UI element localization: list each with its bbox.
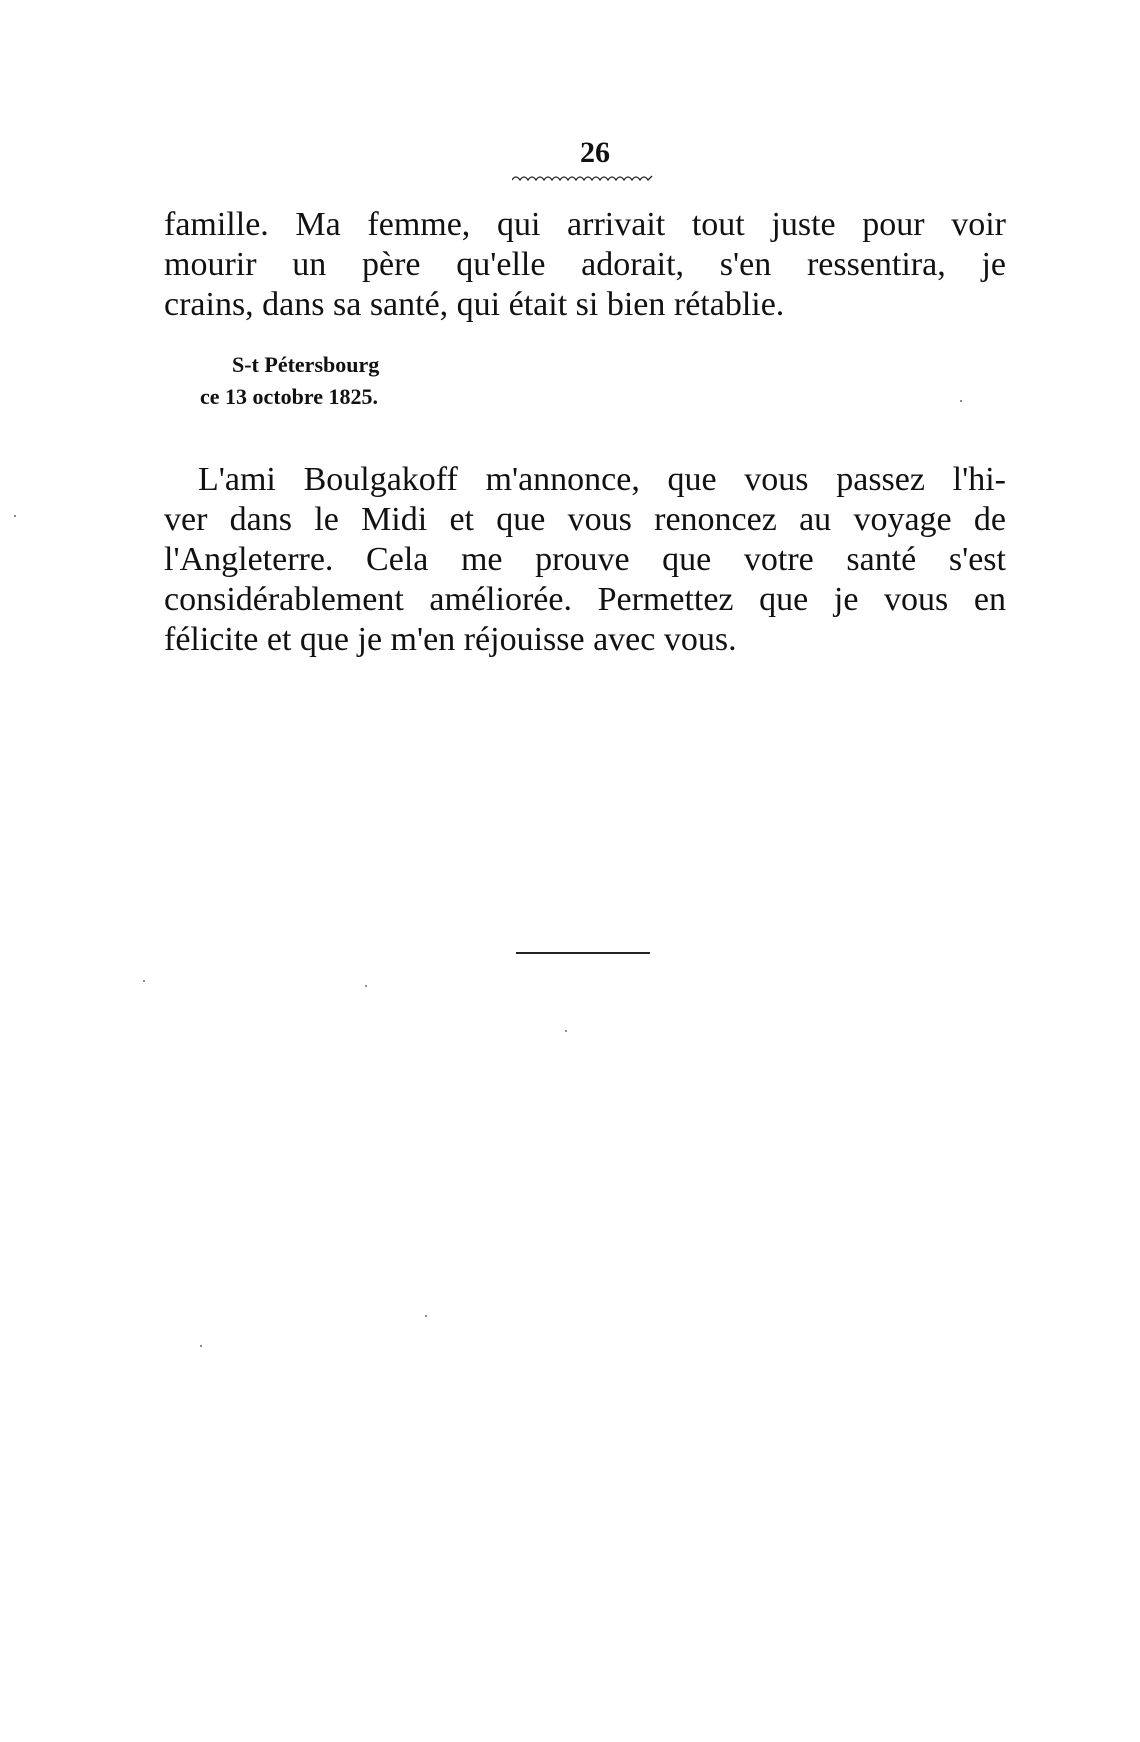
paragraph-line: félicite et que je m'en réjouisse avec vous.	[164, 621, 737, 658]
scan-speck	[200, 1345, 202, 1347]
scan-speck	[565, 1030, 567, 1032]
paragraph-line: mourir un père qu'elle adorait, s'en ressentira, je	[164, 246, 1006, 283]
paragraph-1	[164, 205, 1006, 325]
paragraph-2	[164, 460, 1006, 660]
paragraph-line: famille. Ma femme, qui arrivait tout juste pour voir	[164, 206, 1006, 243]
paragraph-line: considérablement améliorée. Permettez que je vous en	[164, 581, 1006, 618]
paragraph-line: crains, dans sa santé, qui était si bien rétablie.	[164, 286, 785, 323]
signature-date: ce 13 octobre 1825.	[200, 384, 378, 409]
paragraph-line: l'Angleterre. Cela me prouve que votre santé s'est	[164, 541, 1006, 578]
scan-speck	[425, 1315, 427, 1317]
scan-speck	[960, 400, 962, 402]
section-divider	[516, 952, 650, 954]
ornament-wave	[512, 172, 660, 184]
scan-speck	[143, 980, 145, 982]
page-number: 26	[580, 136, 610, 169]
scan-speck	[14, 515, 16, 517]
scan-speck	[365, 985, 367, 987]
paragraph-line: ver dans le Midi et que vous renoncez au voyage de	[164, 501, 1006, 538]
signature-place: S-t Pétersbourg	[232, 352, 380, 377]
paragraph-line: L'ami Boulgakoff m'annonce, que vous passez l'hi-	[198, 461, 1006, 498]
